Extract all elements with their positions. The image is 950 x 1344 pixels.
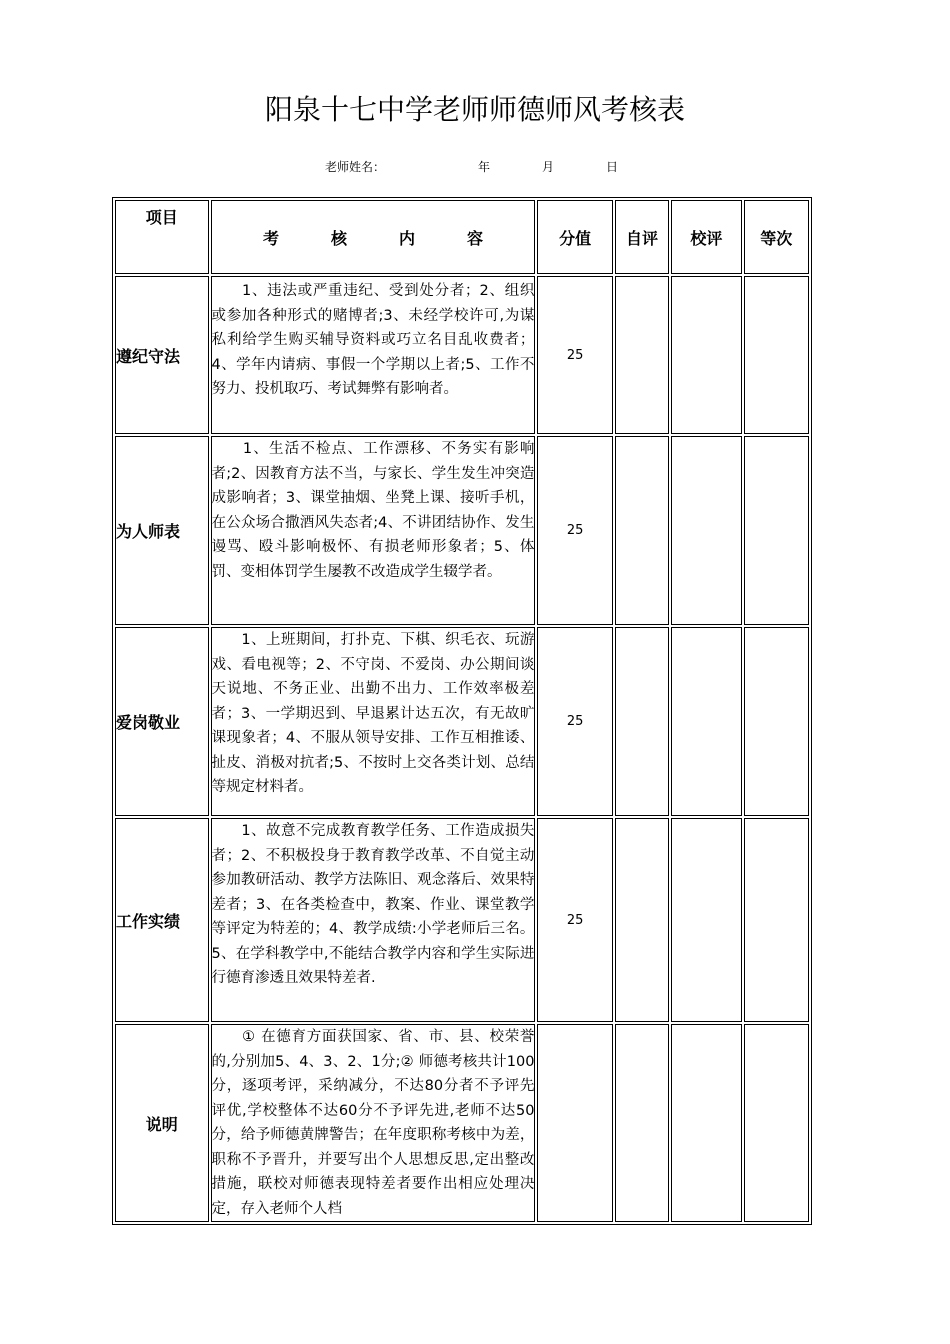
self-eval-cell[interactable] <box>615 818 669 1022</box>
school-eval-cell[interactable] <box>671 276 741 434</box>
teacher-name-label: 老师姓名： <box>325 160 386 174</box>
school-eval-cell[interactable] <box>671 627 741 816</box>
header-content-char: 核 <box>330 228 347 248</box>
school-eval-cell[interactable] <box>671 818 741 1022</box>
table-row <box>115 276 809 434</box>
assessment-table <box>112 197 812 1225</box>
self-eval-cell[interactable] <box>615 276 669 434</box>
table-row <box>115 627 809 816</box>
table-row <box>115 818 809 1022</box>
grade-cell[interactable] <box>744 818 809 1022</box>
header-self-eval: 自评 <box>615 200 669 274</box>
row-score <box>537 1024 612 1222</box>
row-score: 25 <box>537 818 612 1022</box>
row-item: 遵纪守法 <box>115 276 209 434</box>
table-row <box>115 1024 809 1222</box>
row-score: 25 <box>537 627 612 816</box>
self-eval-cell[interactable] <box>615 436 669 625</box>
row-score: 25 <box>537 276 612 434</box>
grade-cell[interactable] <box>744 1024 809 1222</box>
header-grade: 等次 <box>744 200 809 274</box>
header-score: 分值 <box>537 200 612 274</box>
row-content: 1、违法或严重违纪、受到处分者；2、组织或参加各种形式的赌博者;3、未经学校许可,为谋私利给学生购买辅导资料或巧立名目乱收费者；4、学年内请病、事假一个学期以上者;5、工作不努力、投机取巧、考试舞弊有影响者。 <box>211 276 536 434</box>
page-title: 阳泉十七中学老师师德师风考核表 <box>264 93 685 126</box>
header-content-char: 考 <box>262 228 279 248</box>
school-eval-cell[interactable] <box>671 1024 741 1222</box>
self-eval-cell[interactable] <box>615 1024 669 1222</box>
row-content <box>211 1024 536 1222</box>
row-item: 说明 <box>115 1024 209 1222</box>
row-content-text: ① 在德育方面获国家、省、市、县、校荣誉的,分别加5、4、3、2、1分;② 师德考核共计100分，逐项考评，采纳减分，不达80分者不予评先评优,学校整体不达60分不予评先进,老师不达50分，给予师德黄牌警告；在年度职称考核中为差，职称不予晋升，并要写出个人思想反思,定出整改措施，联校对师德表现特差者要作出相应处理决定，存入老师个人档 <box>211 1029 535 1217</box>
row-score: 25 <box>537 436 612 625</box>
row-item: 爱岗敬业 <box>115 627 209 816</box>
grade-cell[interactable] <box>744 436 809 625</box>
self-eval-cell[interactable] <box>615 627 669 816</box>
row-content: 1、上班期间，打扑克、下棋、织毛衣、玩游戏、看电视等；2、不守岗、不爱岗、办公期间谈天说地、不务正业、出勤不出力、工作效率极差者；3、一学期迟到、早退累计达五次，有无故旷课现象者；4、不服从领导安排、工作互相推诿、扯皮、消极对抗者;5、不按时上交各类计划、总结等规定材料者。 <box>211 627 536 816</box>
table-row <box>115 436 809 625</box>
school-eval-cell[interactable] <box>671 436 741 625</box>
header-content-char: 容 <box>467 228 484 248</box>
row-content: 1、故意不完成教育教学任务、工作造成损失者；2、不积极投身于教育教学改革、不自觉主动参加教研活动、教学方法陈旧、观念落后、效果特差者；3、在各类检查中，教案、作业、课堂教学等评定为特差的；4、教学成绩:小学老师后三名。5、在学科教学中,不能结合教学内容和学生实际进行德育渗透且效果特差者. <box>211 818 536 1022</box>
row-item: 为人师表 <box>115 436 209 625</box>
header-content-char: 内 <box>398 228 415 248</box>
day-label: 日 <box>606 160 619 174</box>
row-item: 工作实绩 <box>115 818 209 1022</box>
header-item: 项目 <box>115 200 209 274</box>
row-content: 1、生活不检点、工作漂移、不务实有影响者;2、因教育方法不当，与家长、学生发生冲突造成影响者；3、课堂抽烟、坐凳上课、接听手机，在公众场合撒酒风失态者;4、不讲团结协作、发生谩骂、殴斗影响极怀、有损老师形象者；5、体罚、变相体罚学生屡教不改造成学生辍学者。 <box>211 436 536 625</box>
header-school-eval: 校评 <box>671 200 741 274</box>
month-label: 月 <box>542 160 555 174</box>
grade-cell[interactable] <box>744 276 809 434</box>
header-row <box>115 200 809 274</box>
year-label: 年 <box>478 160 491 174</box>
grade-cell[interactable] <box>744 627 809 816</box>
header-content <box>211 200 536 274</box>
